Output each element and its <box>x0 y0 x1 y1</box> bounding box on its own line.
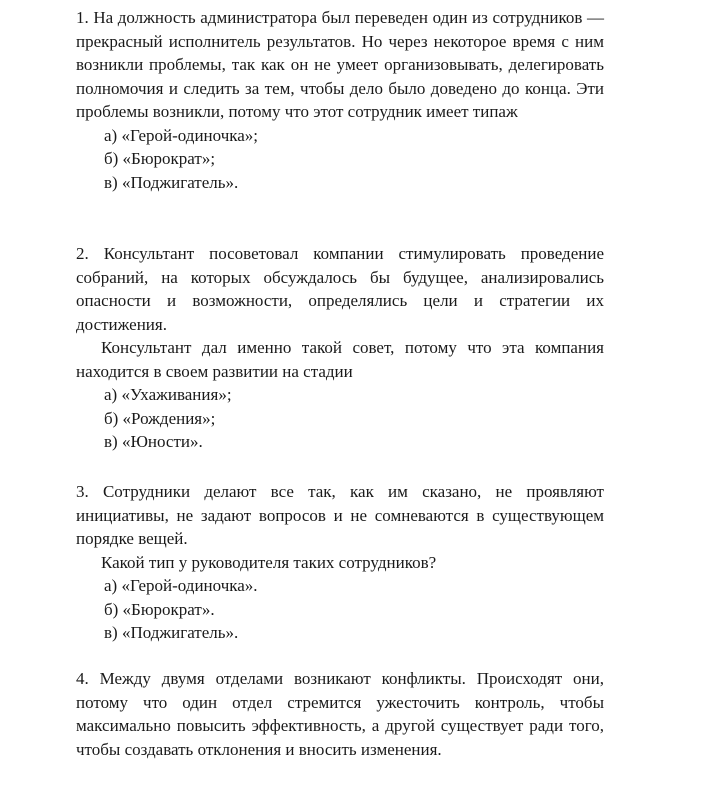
option-a: а) «Герой-одиночка»; <box>104 125 259 145</box>
option-b: б) «Рождения»; <box>104 408 216 428</box>
option-c: в) «Юности». <box>104 432 203 451</box>
question-1-options <box>76 124 604 195</box>
option-a: а) «Ухаживания»; <box>104 385 232 404</box>
question-3-subtext: Какой тип у руководителя таких сотрудников? <box>101 552 437 572</box>
option-c: в) «Поджигатель». <box>104 623 239 642</box>
question-4-text: 4. Между двумя отделами возникают конфликты. Происходят они, потому что один отдел стремится ужесточить контроль, чтобы максимально повысить эффективность, а другой существует ради того, чтобы создавать отклонения и вносить изменения. <box>76 669 604 759</box>
question-2 <box>76 242 604 454</box>
option-b: б) «Бюрократ»; <box>104 149 216 168</box>
question-4 <box>76 667 604 761</box>
question-1 <box>76 6 604 194</box>
question-2-subtext: Консультант дал именно такой совет, потому что эта компания находится в своем развитии на стадии <box>76 338 604 381</box>
question-3-text: 3. Сотрудники делают все так, как им сказано, не проявляют инициативы, не задают вопросов и не сомневаются в существующем порядке вещей. <box>76 482 604 548</box>
option-b: б) «Бюрократ». <box>104 599 215 619</box>
option-c: в) «Поджигатель». <box>104 172 239 192</box>
question-2-text: 2. Консультант посоветовал компании стимулировать проведение собраний, на которых обсуждалось бы будущее, анализировались опасности и возможности, определялись цели и стратегии их достижения. <box>76 244 604 334</box>
question-3 <box>76 480 604 645</box>
option-a: а) «Герой-одиночка». <box>104 576 258 595</box>
question-2-options <box>76 383 604 454</box>
question-3-options <box>76 574 604 645</box>
question-1-text: 1. На должность администратора был переведен один из сотрудников — прекрасный исполнитель результатов. Но через некоторое время с ним возникли проблемы, так как он не умеет организовывать, делегировать полномочия и следить за тем, чтобы дело было доведено до конца. Эти проблемы возникли, потому что этот сотрудник имеет типаж <box>76 8 604 121</box>
